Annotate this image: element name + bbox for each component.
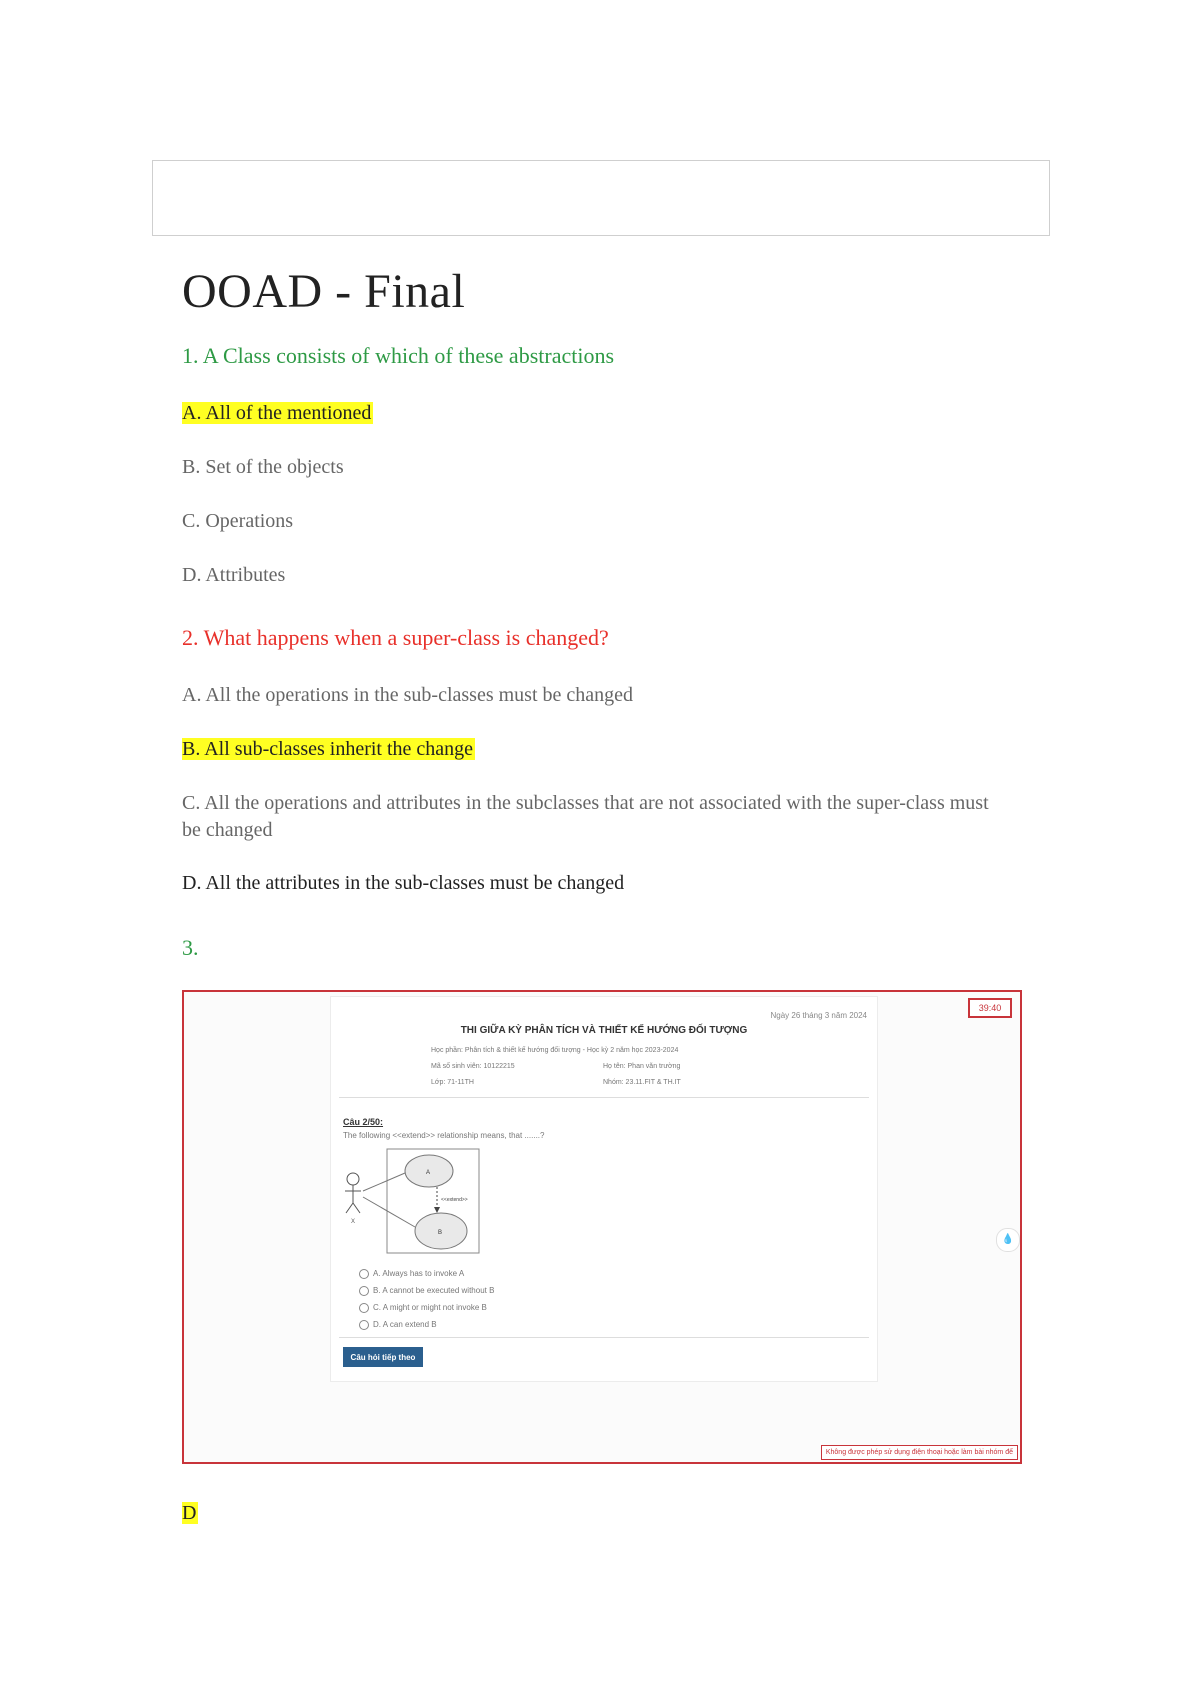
question-number: Câu 2/50: bbox=[343, 1117, 384, 1127]
question-1: 1. A Class consists of which of these abstractions bbox=[182, 343, 615, 368]
radio-icon[interactable] bbox=[359, 1303, 369, 1313]
choice-d[interactable]: D. A can extend B bbox=[359, 1316, 494, 1333]
q2-option-c: C. All the operations and attributes in the subclasses that are not associated with the super-class must be changed bbox=[182, 792, 989, 841]
highlighted-answer: D bbox=[182, 1502, 197, 1524]
group-info: Nhóm: 23.11.FIT & TH.IT bbox=[603, 1079, 681, 1086]
divider bbox=[339, 1097, 869, 1098]
q1-option-c: C. Operations bbox=[182, 510, 294, 532]
exam-title: THI GIỮA KỲ PHÂN TÍCH VÀ THIẾT KẾ HƯỚNG ĐỐI TƯỢNG bbox=[460, 1025, 748, 1036]
radio-icon[interactable] bbox=[359, 1286, 369, 1296]
q2-option-d: D. All the attributes in the sub-classes must be changed bbox=[182, 872, 625, 894]
association-bottom bbox=[363, 1197, 415, 1227]
page-title: OOAD - Final bbox=[182, 265, 466, 318]
radio-icon[interactable] bbox=[359, 1320, 369, 1330]
q3-answer bbox=[182, 1500, 198, 1527]
next-question-button[interactable]: Câu hỏi tiếp theo bbox=[343, 1347, 423, 1367]
q2-option-b bbox=[182, 736, 1002, 763]
extend-label: <<extend>> bbox=[441, 1197, 468, 1203]
q1-option-d: D. Attributes bbox=[182, 564, 286, 586]
association-top bbox=[363, 1173, 405, 1191]
timer: 39:40 bbox=[968, 998, 1012, 1018]
header-box bbox=[152, 160, 1050, 236]
answer-choices bbox=[359, 1265, 494, 1333]
exam-card bbox=[330, 996, 878, 1382]
class-info: Lớp: 71-11TH bbox=[431, 1079, 474, 1086]
q2-option-a: A. All the operations in the sub-classes must be changed bbox=[182, 684, 634, 706]
radio-icon[interactable] bbox=[359, 1269, 369, 1279]
student-id: Mã số sinh viên: 10122215 bbox=[431, 1063, 515, 1070]
q1-option-b: B. Set of the objects bbox=[182, 456, 344, 478]
choice-c[interactable]: C. A might or might not invoke B bbox=[359, 1299, 494, 1316]
actor-icon bbox=[345, 1173, 361, 1213]
question-text: The following <<extend>> relationship means, that .......? bbox=[343, 1131, 545, 1140]
q1-option-a bbox=[182, 400, 1002, 427]
use-case-top-label: A bbox=[426, 1170, 431, 1176]
exam-screenshot bbox=[182, 990, 1022, 1464]
student-name: Họ tên: Phan văn trường bbox=[603, 1063, 681, 1070]
warning-banner: Không được phép sử dụng điện thoại hoặc làm bài nhóm để bbox=[821, 1445, 1018, 1460]
use-case-diagram bbox=[341, 1147, 481, 1259]
choice-b[interactable]: B. A cannot be executed without B bbox=[359, 1282, 494, 1299]
highlighted-answer: B. All sub-classes inherit the change bbox=[182, 738, 474, 760]
exam-date: Ngày 26 tháng 3 năm 2024 bbox=[770, 1011, 867, 1020]
highlighted-answer: A. All of the mentioned bbox=[182, 402, 372, 424]
extend-arrowhead bbox=[434, 1207, 440, 1213]
water-drop-icon[interactable]: 💧 bbox=[996, 1228, 1020, 1252]
question-2: 2. What happens when a super-class is changed? bbox=[182, 625, 609, 650]
actor-label: X bbox=[351, 1219, 356, 1225]
question-3: 3. bbox=[182, 935, 199, 960]
choice-a[interactable]: A. Always has to invoke A bbox=[359, 1265, 494, 1282]
divider bbox=[339, 1337, 869, 1338]
use-case-bottom-label: B bbox=[438, 1230, 443, 1236]
course-info: Học phần: Phân tích & thiết kế hướng đối tượng - Học kỳ 2 năm học 2023-2024 bbox=[431, 1047, 679, 1054]
